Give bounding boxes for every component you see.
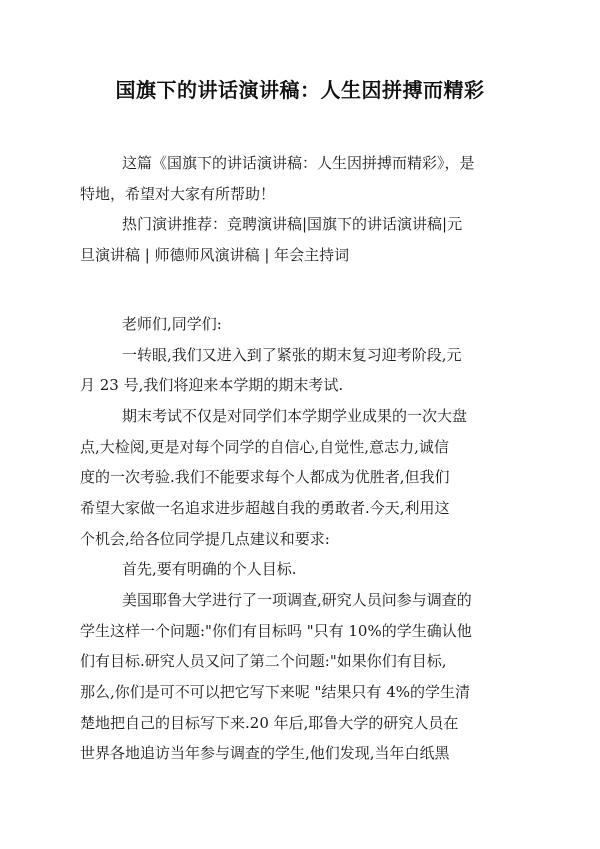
- paragraph-line: 一转眼,我们又进入到了紧张的期末复习迎考阶段,元: [122, 346, 462, 364]
- paragraph-line: 首先,要有明确的个人目标.: [122, 560, 297, 578]
- recommend-line-1: 热门演讲推荐：竞聘演讲稿|国旗下的讲话演讲稿|元: [122, 215, 463, 233]
- document-title: 国旗下的讲话演讲稿：人生因拼搏而精彩: [115, 78, 485, 102]
- paragraph-line: 月 23 号,我们将迎来本学期的期末考试.: [80, 376, 344, 394]
- paragraph-line: 个机会,给各位同学提几点建议和要求:: [80, 530, 330, 548]
- paragraph-line: 那么,你们是可不可以把它写下来呢 "结果只有 4%的学生清: [80, 683, 471, 701]
- paragraph-line: 学生这样一个问题:"你们有目标吗 "只有 10%的学生确认他: [80, 622, 472, 640]
- recommend-line-2: 旦演讲稿 | 师德师风演讲稿 | 年会主持词: [80, 246, 350, 264]
- paragraph-line: 们有目标.研究人员又问了第二个问题:"如果你们有目标,: [80, 652, 447, 670]
- paragraph-line: 世界各地追访当年参与调查的学生,他们发现,当年白纸黑: [80, 744, 450, 762]
- intro-line-1: 这篇《国旗下的讲话演讲稿：人生因拼搏而精彩》，是: [122, 154, 475, 172]
- paragraph-line: 美国耶鲁大学进行了一项调查,研究人员问参与调查的: [122, 591, 472, 609]
- paragraph-line: 希望大家做一名追求进步超越自我的勇敢者.今天,利用这: [80, 499, 450, 517]
- paragraph-line: 度的一次考验.我们不能要求每个人都成为优胜者,但我们: [80, 468, 450, 486]
- paragraph-line: 点,大检阅,更是对每个同学的自信心,自觉性,意志力,诚信: [80, 438, 449, 456]
- salutation: 老师们,同学们:: [122, 315, 222, 333]
- paragraph-line: 楚地把自己的目标写下来.20 年后,耶鲁大学的研究人员在: [80, 714, 459, 732]
- intro-line-2: 特地，希望对大家有所帮助！: [80, 185, 276, 203]
- paragraph-line: 期末考试不仅是对同学们本学期学业成果的一次大盘: [122, 407, 468, 425]
